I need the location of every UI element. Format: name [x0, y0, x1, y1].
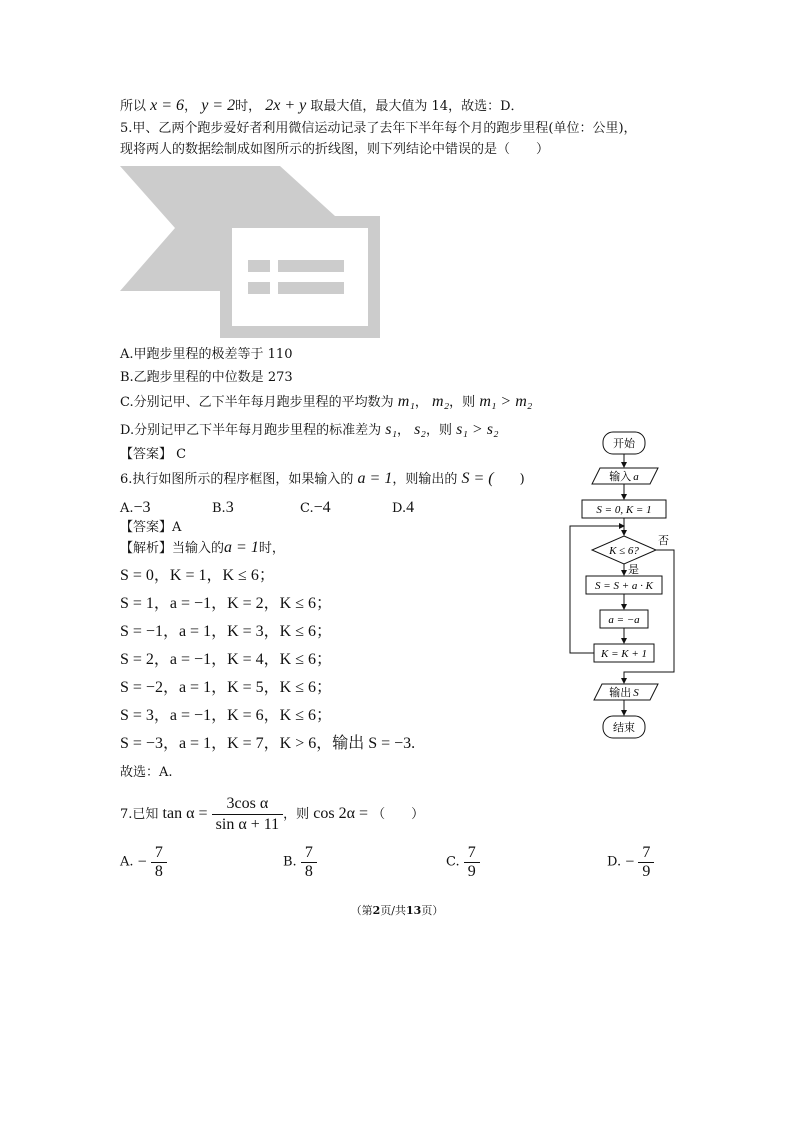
flow-condition-label: K ≤ 6? — [609, 545, 639, 557]
math-expr: 2x + y — [265, 97, 307, 114]
q6-step: S = 1，a = −1，K = 2，K ≤ 6； — [120, 595, 332, 612]
text: ，则输出的 — [392, 472, 458, 487]
denominator: 8 — [154, 863, 163, 880]
flowchart-diagram — [560, 428, 690, 748]
label: A. — [120, 501, 134, 516]
text: （ ） — [372, 807, 425, 822]
label: A. — [120, 854, 134, 870]
answer-label: 【答案】 — [120, 520, 173, 535]
text: 时， — [235, 99, 262, 114]
text: C.分别记甲、乙下半年每月跑步里程的平均数为 — [120, 395, 394, 410]
q6-step: S = 3，a = −1，K = 6，K ≤ 6； — [120, 707, 332, 724]
fraction — [301, 844, 317, 881]
analysis-label: 【解析】 — [120, 541, 173, 556]
q5-option-a: A.甲跑步里程的极差等于 110 — [120, 347, 293, 362]
fraction-numerator: 3cos α — [212, 794, 283, 815]
q7-option-a — [120, 844, 167, 881]
numerator: 7 — [638, 844, 654, 863]
q7-options — [120, 844, 680, 884]
label: B. — [283, 854, 297, 870]
value: −4 — [313, 499, 331, 516]
label: C. — [446, 854, 460, 870]
math-x: x = 6 — [150, 97, 185, 114]
fraction-denominator: sin α + 11 — [215, 816, 280, 833]
value: −3 — [133, 499, 151, 516]
flow-update-k-label: K = K + 1 — [600, 648, 648, 660]
flow-output-var: S — [633, 687, 639, 699]
value: 4 — [406, 499, 415, 516]
page-number: 2 — [372, 904, 381, 917]
math-rhs: cos 2α = — [313, 805, 369, 822]
total-pages: 13 — [406, 904, 422, 917]
q5-stem-line1: 5.甲、乙两个跑步爱好者利用微信运动记录了去年下半年每个月的跑步里程(单位：公里)， — [120, 121, 637, 136]
math-m2: m₂ — [432, 393, 450, 410]
text: 当输入的 — [172, 541, 225, 556]
label: D. — [607, 854, 622, 870]
flow-output-label: 输出 — [609, 686, 632, 699]
text: 7.已知 — [120, 807, 159, 822]
math-lhs: tan α = — [162, 805, 208, 822]
denominator: 9 — [642, 863, 651, 880]
q6-step: S = 2，a = −1，K = 4，K ≤ 6； — [120, 651, 332, 668]
flow-input-text — [609, 469, 639, 483]
math-a: a = 1 — [357, 470, 393, 487]
text: 时， — [258, 541, 285, 556]
q6-option-c — [300, 499, 331, 518]
text: （第 — [350, 904, 373, 917]
q5-answer — [120, 446, 186, 464]
q5-option-c: C.分别记甲、乙下半年每月跑步里程的平均数为 m₁， m₂，则 m₁ > m₂ — [120, 393, 533, 410]
math-ineq: s₁ > s₂ — [456, 421, 499, 438]
q6-conclusion: 故选：A. — [120, 765, 173, 780]
q6-step: S = 0，K = 1，K ≤ 6； — [120, 567, 275, 584]
math-y: y = 2 — [201, 97, 236, 114]
label: B. — [212, 501, 226, 516]
denominator: 8 — [304, 863, 313, 880]
math-s: S = ( — [461, 470, 494, 487]
label: D. — [392, 501, 407, 516]
numerator: 7 — [464, 844, 480, 863]
text: 取最大值，最大值为 14，故选：D． — [310, 99, 524, 114]
text: 6.执行如图所示的程序框图，如果输入的 — [120, 472, 354, 487]
sign: − — [625, 853, 635, 871]
q7-option-b — [283, 844, 317, 881]
text: ，则 — [425, 423, 452, 438]
text: 所以 — [120, 99, 147, 114]
math-a: a = 1 — [224, 539, 259, 556]
q7-option-c — [446, 844, 480, 881]
numerator: 7 — [301, 844, 317, 863]
q6-step: S = −3，a = 1，K = 7，K > 6，输出 S = −3. — [120, 735, 416, 752]
answer-value: A — [172, 520, 182, 535]
denominator: 9 — [467, 863, 476, 880]
prev-answer-line: 所以 x = 6， y = 2时， 2x + y 取最大值，最大值为 14，故选：D． — [120, 97, 524, 114]
flow-update-s-label: S = S + a · K — [595, 580, 653, 592]
value: 3 — [225, 499, 234, 516]
fraction — [464, 844, 480, 881]
q6-option-a — [120, 499, 151, 518]
flow-input-label: 输入 — [609, 470, 632, 483]
image-placeholder-icon — [120, 166, 380, 338]
math-s1: s₁ — [385, 421, 398, 438]
text: ，则 — [449, 395, 476, 410]
text: ) — [493, 472, 525, 487]
q6-step: S = −2，a = 1，K = 5，K ≤ 6； — [120, 679, 332, 696]
q5-stem-line2: 现将两人的数据绘制成如图所示的折线图，则下列结论中错误的是（ ） — [120, 142, 550, 157]
flow-no-label: 否 — [658, 534, 669, 547]
q7-option-d — [607, 844, 654, 881]
text: 页） — [421, 904, 444, 917]
q5-option-d: D.分别记甲乙下半年每月跑步里程的标准差为 s₁， s₂，则 s₁ > s₂ — [120, 421, 499, 438]
sign: − — [137, 853, 147, 871]
flow-yes-label: 是 — [628, 563, 639, 576]
fraction — [151, 844, 167, 881]
text: 页/共 — [380, 904, 407, 917]
answer-value: C — [176, 447, 187, 462]
text: D.分别记甲乙下半年每月跑步里程的标准差为 — [120, 423, 382, 438]
numerator: 7 — [151, 844, 167, 863]
page-footer — [0, 902, 794, 918]
math-m1: m₁ — [397, 393, 415, 410]
q7-stem — [120, 794, 424, 835]
fraction — [638, 844, 654, 881]
answer-label: 【答案】 — [120, 447, 173, 462]
label: C. — [300, 501, 314, 516]
flow-init-label: S = 0, K = 1 — [596, 504, 652, 516]
math-s2: s₂ — [414, 421, 426, 438]
q6-analysis — [120, 539, 285, 558]
q6-answer — [120, 519, 181, 537]
q7-fraction — [212, 794, 283, 835]
q5-option-b: B.乙跑步里程的中位数是 273 — [120, 370, 293, 385]
q6-step: S = −1，a = 1，K = 3，K ≤ 6； — [120, 623, 332, 640]
flow-start-label: 开始 — [613, 437, 635, 450]
q6-stem — [120, 470, 525, 489]
text: ，则 — [283, 807, 310, 822]
flow-input-var: a — [633, 471, 639, 483]
q6-option-d — [392, 499, 414, 518]
flow-output-text — [609, 685, 639, 699]
q6-option-b — [212, 499, 234, 518]
flow-update-a-label: a = −a — [608, 614, 640, 626]
math-ineq: m₁ > m₂ — [479, 393, 533, 410]
flow-end-label: 结束 — [613, 721, 635, 734]
